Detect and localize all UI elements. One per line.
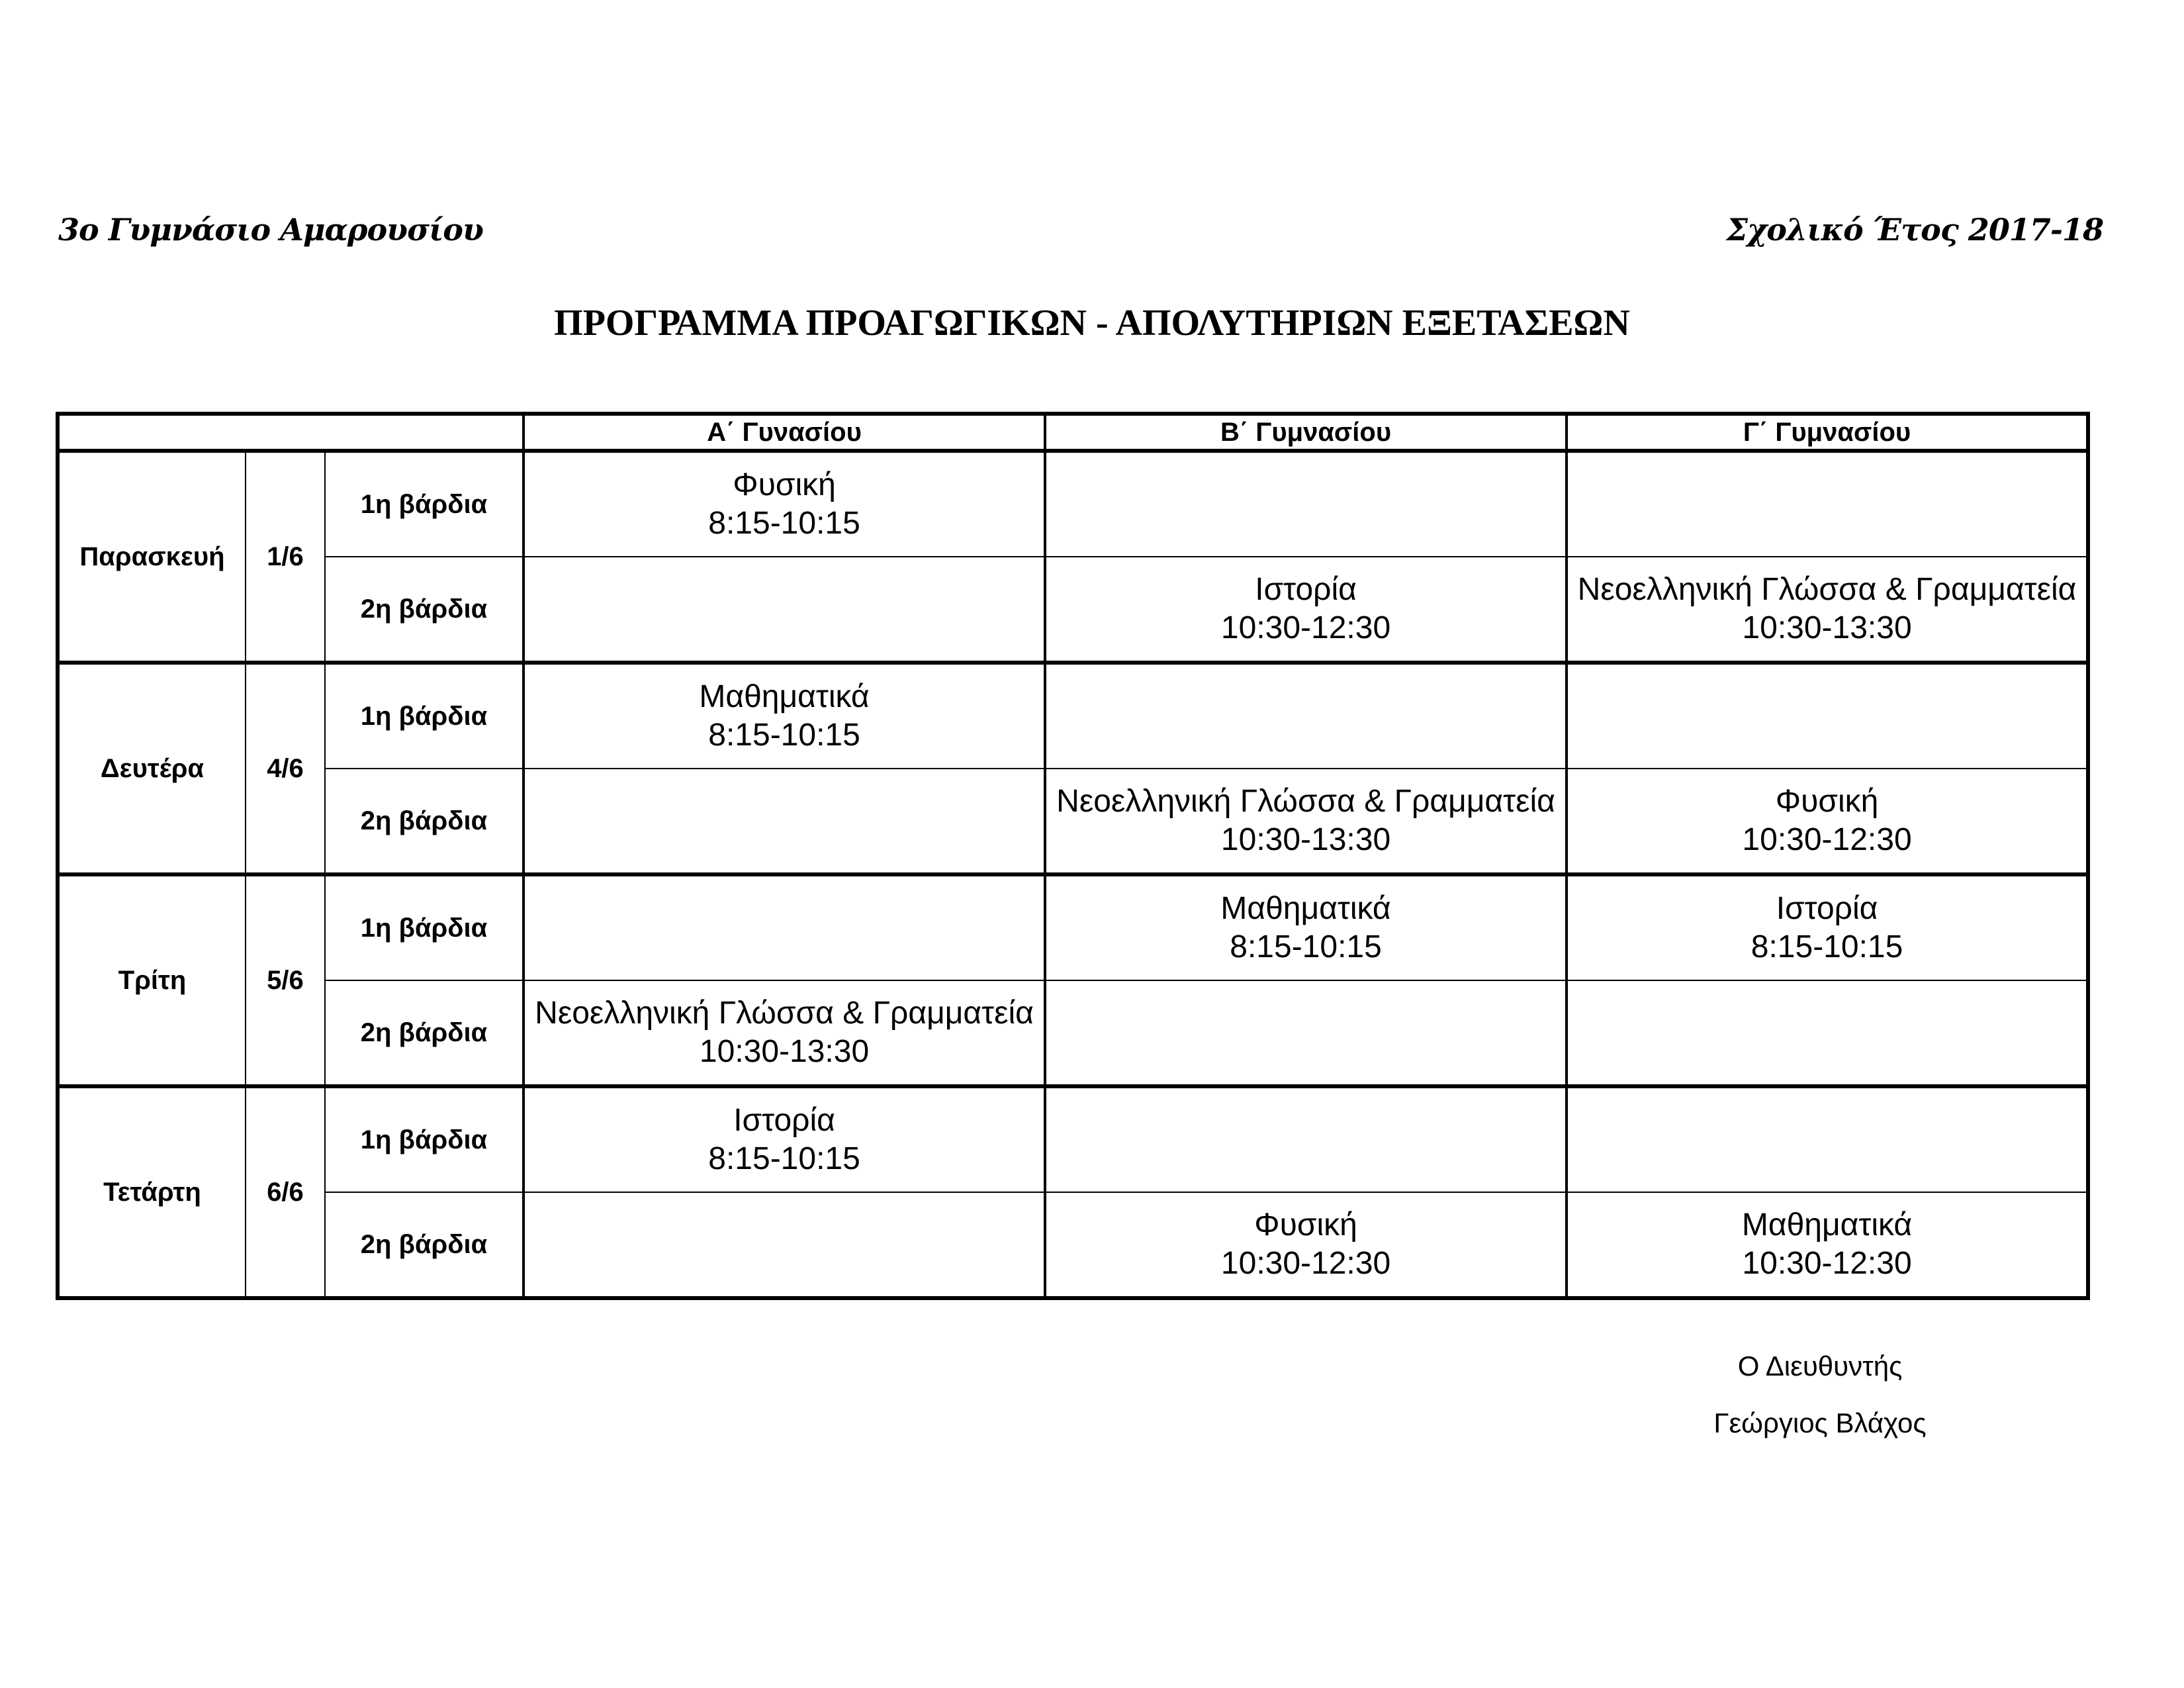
date-cell: 5/6 [246,874,325,1086]
exam-subject: Νεοελληνική Γλώσσα & Γραμματεία [1056,784,1555,819]
exam-subject: Μαθηματικά [699,679,870,714]
column-header-a: Α΄ Γυνασίου [523,414,1045,451]
day-cell: Δευτέρα [58,663,246,874]
exam-cell [1045,557,1567,663]
exam-time: 10:30-12:30 [1742,1246,1912,1281]
exam-time: 10:30-13:30 [1742,610,1912,645]
exam-time: 8:15-10:15 [1230,929,1382,964]
shift-row [58,769,2088,874]
exam-subject: Ιστορία [1776,891,1878,926]
shift-label-cell: 2η βάρδια [325,1192,523,1298]
day-cell: Τρίτη [58,874,246,1086]
exam-subject: Μαθηματικά [1220,891,1391,926]
school-name: 3ο Γυμνάσιο Αμαρουσίου [58,212,483,248]
exam-time: 8:15-10:15 [1751,929,1903,964]
exam-cell [1567,874,2088,980]
school-year: Σχολικό Έτος 2017-18 [1726,212,2103,248]
shift-label-cell: 1η βάρδια [325,874,523,980]
date-cell: 6/6 [246,1086,325,1298]
exam-cell [523,451,1045,557]
exam-cell [1567,663,2088,769]
exam-cell [523,1086,1045,1192]
shift-row [58,557,2088,663]
header-row [58,414,2088,451]
shift-label-cell: 1η βάρδια [325,663,523,769]
exam-subject: Φυσική [1775,784,1879,819]
exam-cell [1045,980,1567,1086]
exam-time: 8:15-10:15 [708,506,860,541]
shift-label-cell: 1η βάρδια [325,451,523,557]
exam-cell [1045,1086,1567,1192]
exam-cell [1045,451,1567,557]
exam-cell [523,874,1045,980]
exam-time: 10:30-12:30 [1742,822,1912,857]
shift-label-cell: 1η βάρδια [325,1086,523,1192]
exam-subject: Ιστορία [1255,572,1357,607]
exam-time: 8:15-10:15 [708,718,860,753]
exam-cell [1045,663,1567,769]
shift-row [58,1192,2088,1298]
exam-cell [1567,1192,2088,1298]
exam-time: 10:30-13:30 [1220,822,1391,857]
exam-cell [523,769,1045,874]
column-header-b: Β΄ Γυμνασίου [1045,414,1567,451]
shift-row [58,451,2088,557]
date-cell: 1/6 [246,451,325,663]
shift-label-cell: 2η βάρδια [325,980,523,1086]
exam-cell [1045,874,1567,980]
shift-row [58,663,2088,769]
exam-cell [1567,1086,2088,1192]
shift-row [58,980,2088,1086]
exam-subject: Νεοελληνική Γλώσσα & Γραμματεία [1577,572,2077,607]
exam-cell [523,663,1045,769]
column-header-c: Γ΄ Γυμνασίου [1567,414,2088,451]
exam-subject: Φυσική [733,467,836,502]
signature-name: Γεώργιος Βλάχος [1713,1407,1927,1438]
exam-cell [1045,769,1567,874]
exam-cell [1045,1192,1567,1298]
shift-row [58,1086,2088,1192]
exam-cell [1567,557,2088,663]
exam-cell [523,557,1045,663]
exam-cell [1567,769,2088,874]
exam-cell [1567,980,2088,1086]
exam-time: 10:30-13:30 [699,1034,870,1069]
header-corner-cell [58,414,523,451]
exam-schedule-table [56,412,2090,1300]
exam-time: 10:30-12:30 [1220,1246,1391,1281]
exam-subject: Φυσική [1254,1207,1357,1243]
exam-subject: Ιστορία [733,1103,835,1138]
shift-row [58,874,2088,980]
page-title: ΠΡΟΓΡΑΜΜΑ ΠΡΟΑΓΩΓΙΚΩΝ - ΑΠΟΛΥΤΗΡΙΩΝ ΕΞΕΤΑΣΕΩΝ [554,303,1630,344]
exam-cell [523,1192,1045,1298]
exam-cell [523,980,1045,1086]
shift-label-cell: 2η βάρδια [325,557,523,663]
day-cell: Παρασκευή [58,451,246,663]
exam-cell [1567,451,2088,557]
shift-label-cell: 2η βάρδια [325,769,523,874]
exam-time: 10:30-12:30 [1220,610,1391,645]
signature-role: Ο Διευθυντής [1737,1350,1903,1382]
date-cell: 4/6 [246,663,325,874]
day-cell: Τετάρτη [58,1086,246,1298]
exam-subject: Μαθηματικά [1741,1207,1913,1243]
exam-subject: Νεοελληνική Γλώσσα & Γραμματεία [535,996,1034,1031]
exam-time: 8:15-10:15 [708,1141,860,1176]
